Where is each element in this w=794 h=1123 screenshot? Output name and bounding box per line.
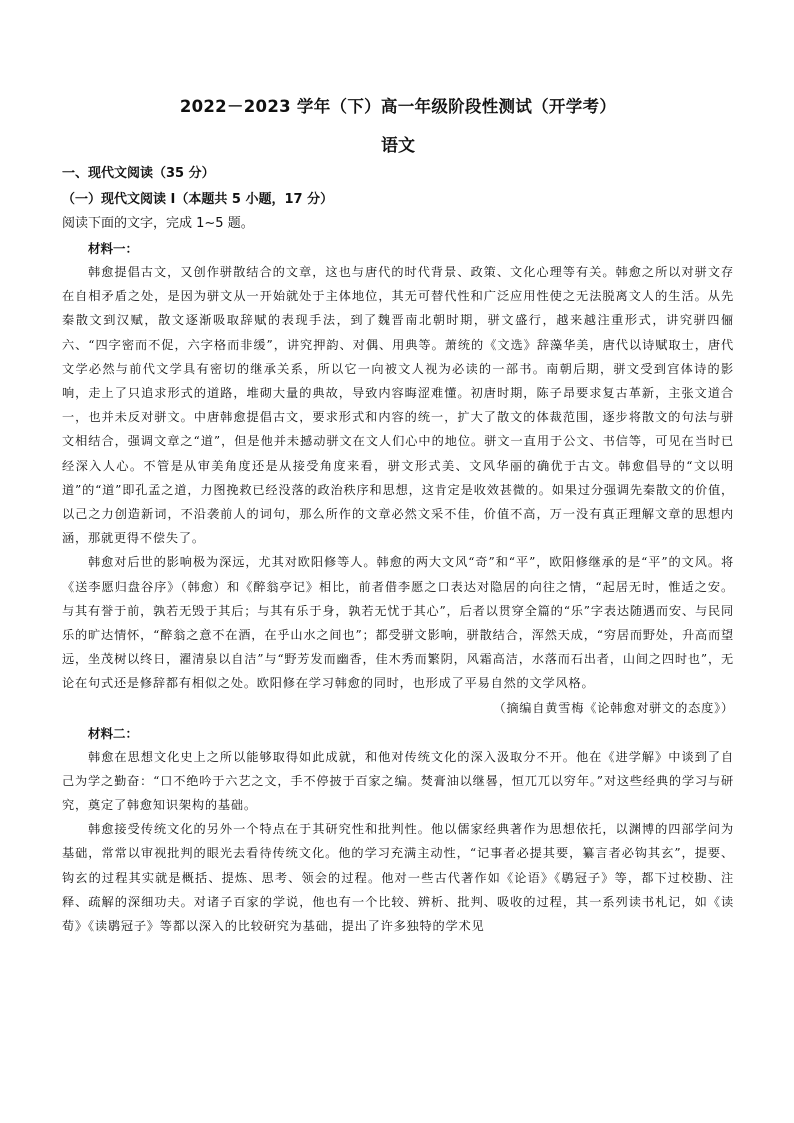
material-two-label: 材料二： <box>88 725 139 741</box>
exam-title: 2022－2023 学年（下）高一年级阶段性测试（开学考） <box>179 97 617 116</box>
material-two-paragraph-2: 韩愈接受传统文化的另外一个特点在于其研究性和批判性。他以儒家经典著作为思想依托，以渊博的四部学问为基础，常常以审视批判的眼光去看待传统文化。他的学习充满主动性，“记事者必提其要，纂言者必钩其玄”，提要、钩玄的过程其实就是概括、提炼、思考、领会的过程。他对一些古代著作如《论语》《鹖冠子》等，都下过校勘、注释、疏解的深细功夫。对诸子百家的学说，他也有一个比较、辨析、批判、吸收的过程，其一系列读书札记，如《读荀》《读鹖冠子》等都以深入的比较研究为基础，提出了许多独特的学术见 <box>62 822 734 934</box>
document-page <box>62 96 734 938</box>
material-one-paragraph-1: 韩愈提倡古文，又创作骈散结合的文章，这也与唐代的时代背景、政策、文化心理等有关。韩愈之所以对骈文存在自相矛盾之处，是因为骈文从一开始就处于主体地位，其无可替代性和广泛应用性使之无法脱离文人的生活。从先秦散文到汉赋，散文逐渐吸取辞赋的表现手法，到了魏晋南北朝时期，骈文盛行，越来越注重形式，讲究骈四俪六、“四字密而不促，六字格而非缓”，讲究押韵、对偶、用典等。萧统的《文选》辞藻华美，唐代以诗赋取士，唐代文学必然与前代文学具有密切的继承关系，所以它一向被文人视为必读的一部书。南朝后期，骈文受到宫体诗的影响，走上了只追求形式的道路，堆砌大量的典故，导致内容晦涩难懂。初唐时期，陈子昂要求复古革新，主张文道合一，也并未反对骈文。中唐韩愈提倡古文，要求形式和内容的统一，扩大了散文的体裁范围，逐步将散文的句法与骈文相结合，强调文章之“道”，但是他并未撼动骈文在文人们心中的地位。骈文一直用于公文、书信等，可见在当时已经深入人心。不管是从审美角度还是从接受角度来看，骈文形式美、文风华丽的确优于古文。韩愈倡导的“文以明道”的“道”即孔孟之道，力图挽救已经没落的政治秩序和思想，这肯定是收效甚微的。如果过分强调先秦散文的价值，以己之力创造新词，不沿袭前人的词句，那么所作的文章必然文采不佳，价值不高，万一没有真正理解文章的思想内涵，那就更得不偿失了。 <box>62 265 734 546</box>
material-one-source: （摘编自黄雪梅《论韩愈对骈文的态度》） <box>493 700 734 715</box>
subsection-heading: （一）现代文阅读 I（本题共 5 小题，17 分） <box>62 192 334 207</box>
material-one-label: 材料一： <box>88 241 139 256</box>
material-two-paragraph-1: 韩愈在思想文化史上之所以能够取得如此成就，和他对传统文化的深入汲取分不开。他在《进学解》中谈到了自己为学之勤奋：“口不绝吟于六艺之文，手不停披于百家之编。焚膏油以继晷，恒兀兀以穷年。”对这些经典的学习与研究，奠定了韩愈知识架构的基础。 <box>62 749 734 813</box>
section-heading: 一、现代文阅读（35 分） <box>62 166 215 181</box>
material-one-paragraph-2: 韩愈对后世的影响极为深远，尤其对欧阳修等人。韩愈的两大文风“奇”和“平”，欧阳修继承的是“平”的文风。将《送李愿归盘谷序》（韩愈）和《醉翁亭记》相比，前者借李愿之口表达对隐居的向往之情，“起居无时，惟适之安。与其有誉于前，孰若无毁于其后；与其有乐于身，孰若无忧于其心”，后者以贯穿全篇的“乐”字表达随遇而安、与民同乐的旷达情怀，“醉翁之意不在酒，在乎山水之间也”；都受骈文影响，骈散结合，浑然天成，“穷居而野处，升高而望远，坐茂树以终日，濯清泉以自洁”与“野芳发而幽香，佳木秀而繁阴，风霜高洁，水落而石出者，山间之四时也”，无论在句式还是修辞都有相似之处。欧阳修在学习韩愈的同时，也形成了平易自然的文学风格。 <box>62 555 734 691</box>
reading-instruction: 阅读下面的文字，完成 1~5 题。 <box>62 216 254 231</box>
subject-title: 语文 <box>381 136 415 156</box>
